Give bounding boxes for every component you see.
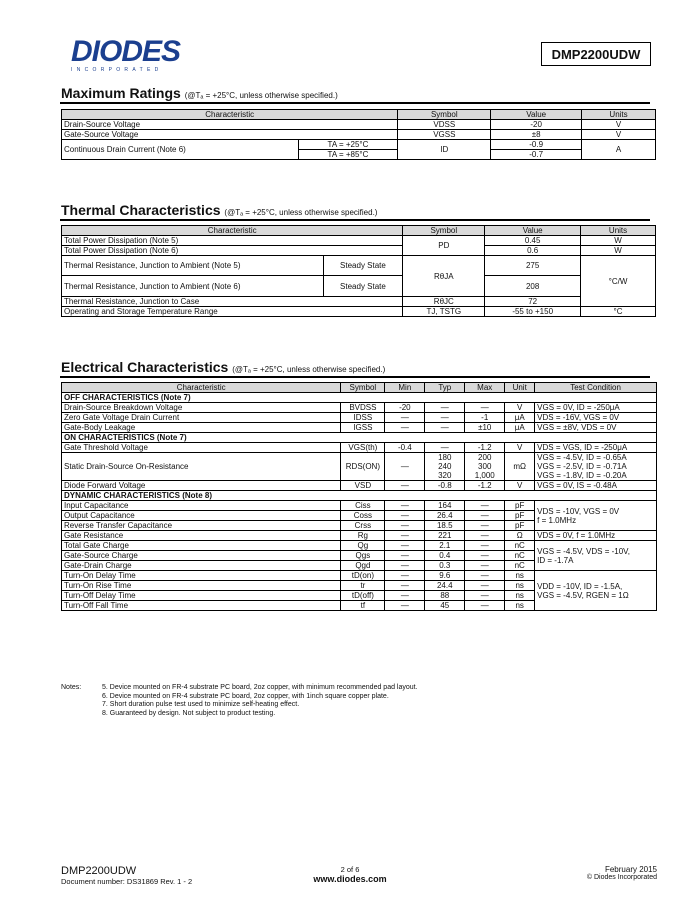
cell: — xyxy=(465,561,505,571)
table-row xyxy=(62,413,657,423)
electrical-condition: (@Tₐ = +25°C, unless otherwise specified.) xyxy=(232,365,386,374)
cell: 45 xyxy=(425,601,465,611)
cell: -1 xyxy=(465,413,505,423)
cell: 0.4 xyxy=(425,551,465,561)
cell: — xyxy=(465,541,505,551)
category-label: ON CHARACTERISTICS (Note 7) xyxy=(62,433,657,443)
cell: -1.2 xyxy=(465,481,505,491)
cell: ±10 xyxy=(465,423,505,433)
cell: 164 xyxy=(425,501,465,511)
cell: pF xyxy=(505,521,535,531)
footer-page: 2 of 6 xyxy=(340,865,360,874)
col-header: Value xyxy=(485,226,581,236)
cell: Input Capacitance xyxy=(62,501,341,511)
cell: — xyxy=(465,511,505,521)
cell: Gate-Source Charge xyxy=(62,551,341,561)
cell: — xyxy=(385,591,425,601)
cell: V xyxy=(505,403,535,413)
cell: IGSS xyxy=(341,423,385,433)
max-ratings-title xyxy=(61,85,338,101)
table-row xyxy=(62,571,657,581)
cell: mΩ xyxy=(505,453,535,481)
max-ratings-table xyxy=(61,109,656,160)
footer-date: February 2015 xyxy=(604,865,657,874)
cell: W xyxy=(581,246,656,256)
cell: — xyxy=(465,581,505,591)
note-item: 6. Device mounted on FR-4 substrate PC board, 2oz copper, with 1inch square copper plate. xyxy=(102,692,389,700)
col-header: Min xyxy=(385,383,425,393)
table-row xyxy=(62,256,656,276)
cell: Crss xyxy=(341,521,385,531)
cell: VGS(th) xyxy=(341,443,385,453)
table-row xyxy=(62,423,657,433)
cell: Steady State xyxy=(323,276,403,297)
cell: — xyxy=(465,521,505,531)
cell: 18.5 xyxy=(425,521,465,531)
cell: — xyxy=(385,521,425,531)
footer-right xyxy=(540,865,657,881)
cell: VGS = -4.5V, ID = -0.65A VGS = -2.5V, ID = -0.71A VGS = -1.8V, ID = -0.20A xyxy=(535,453,657,481)
cell: VDS = VGS, ID = -250μA xyxy=(535,443,657,453)
cell: pF xyxy=(505,501,535,511)
thermal-title xyxy=(61,202,377,218)
cell: Diode Forward Voltage xyxy=(62,481,341,491)
cell: — xyxy=(425,423,465,433)
section-rule xyxy=(60,219,650,221)
cell: Drain-Source Voltage xyxy=(62,120,398,130)
footer-part: DMP2200UDW xyxy=(61,865,137,877)
diodes-logo xyxy=(71,35,181,73)
cell: ID xyxy=(398,140,491,160)
col-header: Unit xyxy=(505,383,535,393)
cell: W xyxy=(581,236,656,246)
cell: — xyxy=(385,453,425,481)
cell: Drain-Source Breakdown Voltage xyxy=(62,403,341,413)
cell: VGS = 0V, IS = -0.48A xyxy=(535,481,657,491)
col-header: Symbol xyxy=(403,226,485,236)
cell: — xyxy=(465,601,505,611)
electrical-heading: Electrical Characteristics xyxy=(61,359,229,375)
table-row xyxy=(62,276,656,297)
cell: Zero Gate Voltage Drain Current xyxy=(62,413,341,423)
cell: Gate Resistance xyxy=(62,531,341,541)
footer-url[interactable]: www.diodes.com xyxy=(313,874,387,884)
cell: tf xyxy=(341,601,385,611)
cell: 26.4 xyxy=(425,511,465,521)
cell: tD(on) xyxy=(341,571,385,581)
cell: — xyxy=(385,561,425,571)
notes-label: Notes: xyxy=(61,684,82,691)
cell: — xyxy=(385,423,425,433)
col-header: Characteristic xyxy=(62,226,403,236)
cell: — xyxy=(465,591,505,601)
table-row xyxy=(62,481,657,491)
cell: VDS = -10V, VGS = 0V f = 1.0MHz xyxy=(535,501,657,531)
footer-doc: Document number: DS31869 Rev. 1 - 2 xyxy=(61,877,193,886)
cell: Total Power Dissipation (Note 6) xyxy=(62,246,403,256)
part-number-box: DMP2200UDW xyxy=(541,42,651,66)
cell: VDS = 0V, f = 1.0MHz xyxy=(535,531,657,541)
cell: ns xyxy=(505,571,535,581)
note-item: 5. Device mounted on FR-4 substrate PC board, 2oz copper, with minimum recommended pad layout. xyxy=(102,684,418,691)
cell: — xyxy=(465,551,505,561)
cell: tr xyxy=(341,581,385,591)
cell: 180 240 320 xyxy=(425,453,465,481)
cell: RDS(ON) xyxy=(341,453,385,481)
table-row xyxy=(62,236,656,246)
cell: V xyxy=(505,443,535,453)
section-rule xyxy=(60,376,650,378)
cell: Gate-Drain Charge xyxy=(62,561,341,571)
col-header: Characteristic xyxy=(62,110,398,120)
thermal-heading: Thermal Characteristics xyxy=(61,202,221,218)
cell: VDSS xyxy=(398,120,491,130)
col-header: Units xyxy=(582,110,656,120)
section-rule xyxy=(60,102,650,104)
cell: tD(off) xyxy=(341,591,385,601)
table-row xyxy=(62,453,657,481)
cell: Gate-Body Leakage xyxy=(62,423,341,433)
cell: V xyxy=(582,130,656,140)
cell: Coss xyxy=(341,511,385,521)
cell: TJ, TSTG xyxy=(403,307,485,317)
cell: 200 300 1,000 xyxy=(465,453,505,481)
cell: Turn-On Delay Time xyxy=(62,571,341,581)
cell: Reverse Transfer Capacitance xyxy=(62,521,341,531)
cell: V xyxy=(505,481,535,491)
table-row xyxy=(62,130,656,140)
cell: 0.45 xyxy=(485,236,581,246)
cell: -1.2 xyxy=(465,443,505,453)
cell: Turn-Off Fall Time xyxy=(62,601,341,611)
cell: Turn-Off Delay Time xyxy=(62,591,341,601)
cell: 2.1 xyxy=(425,541,465,551)
cell: -0.4 xyxy=(385,443,425,453)
cell: Total Gate Charge xyxy=(62,541,341,551)
cell: RθJC xyxy=(403,297,485,307)
cell: -0.9 xyxy=(491,140,582,150)
cell: TA = +25°C xyxy=(298,140,398,150)
cell: — xyxy=(385,541,425,551)
cell: 275 xyxy=(485,256,581,276)
cell: Output Capacitance xyxy=(62,511,341,521)
cell: — xyxy=(385,571,425,581)
cell: pF xyxy=(505,511,535,521)
col-header: Symbol xyxy=(398,110,491,120)
cell: nC xyxy=(505,561,535,571)
cell: nC xyxy=(505,551,535,561)
cell: — xyxy=(465,571,505,581)
cell: μA xyxy=(505,413,535,423)
cell: Ω xyxy=(505,531,535,541)
cell: °C xyxy=(581,307,656,317)
cell: — xyxy=(425,413,465,423)
cell: — xyxy=(385,581,425,591)
cell: Gate-Source Voltage xyxy=(62,130,398,140)
cell: — xyxy=(385,501,425,511)
cell: nC xyxy=(505,541,535,551)
cell: — xyxy=(385,481,425,491)
cell: — xyxy=(465,531,505,541)
cell: Qgd xyxy=(341,561,385,571)
cell: ns xyxy=(505,591,535,601)
cell: Thermal Resistance, Junction to Ambient (Note 5) xyxy=(62,256,324,276)
category-label: OFF CHARACTERISTICS (Note 7) xyxy=(62,393,657,403)
table-row xyxy=(62,246,656,256)
cell: VGS = 0V, ID = -250μA xyxy=(535,403,657,413)
table-row xyxy=(62,297,656,307)
cell: Qgs xyxy=(341,551,385,561)
footer-center xyxy=(300,865,400,884)
cell: ns xyxy=(505,601,535,611)
cell: Continuous Drain Current (Note 6) xyxy=(62,140,299,160)
electrical-title xyxy=(61,359,385,375)
cell: RθJA xyxy=(403,256,485,297)
note-item: 8. Guaranteed by design. Not subject to product testing. xyxy=(102,709,276,717)
cell: Operating and Storage Temperature Range xyxy=(62,307,403,317)
cell: — xyxy=(385,413,425,423)
cell: -55 to +150 xyxy=(485,307,581,317)
table-row xyxy=(62,531,657,541)
table-row xyxy=(62,403,657,413)
table-row xyxy=(62,140,656,150)
col-header: Test Condition xyxy=(535,383,657,393)
table-row xyxy=(62,541,657,551)
table-row xyxy=(62,120,656,130)
cell: VSD xyxy=(341,481,385,491)
footer-left xyxy=(61,865,192,886)
cell: Qg xyxy=(341,541,385,551)
cell: 0.6 xyxy=(485,246,581,256)
note-item: 7. Short duration pulse test used to minimize self-heating effect. xyxy=(102,701,300,708)
cell: — xyxy=(465,403,505,413)
max-ratings-heading: Maximum Ratings xyxy=(61,85,181,101)
logo-subtext: INCORPORATED xyxy=(71,67,163,73)
col-header: Symbol xyxy=(341,383,385,393)
cell: 221 xyxy=(425,531,465,541)
cell: — xyxy=(465,501,505,511)
cell: Steady State xyxy=(323,256,403,276)
cell: 0.3 xyxy=(425,561,465,571)
category-row xyxy=(62,393,657,403)
cell: 9.6 xyxy=(425,571,465,581)
footer-copyright: © Diodes Incorporated xyxy=(586,874,657,881)
cell: Static Drain-Source On-Resistance xyxy=(62,453,341,481)
cell: TA = +85°C xyxy=(298,150,398,160)
col-header: Characteristic xyxy=(62,383,341,393)
cell: Ciss xyxy=(341,501,385,511)
table-row xyxy=(62,307,656,317)
cell: — xyxy=(385,511,425,521)
col-header: Typ xyxy=(425,383,465,393)
thermal-condition: (@Tₐ = +25°C, unless otherwise specified.) xyxy=(224,208,378,217)
cell: V xyxy=(582,120,656,130)
cell: 88 xyxy=(425,591,465,601)
cell: VGS = -4.5V, VDS = -10V, ID = -1.7A xyxy=(535,541,657,571)
cell: VDD = -10V, ID = -1.5A, VGS = -4.5V, RGEN = 1Ω xyxy=(535,571,657,611)
cell: — xyxy=(385,551,425,561)
cell: 72 xyxy=(485,297,581,307)
col-header: Units xyxy=(581,226,656,236)
cell: VGSS xyxy=(398,130,491,140)
cell: Thermal Resistance, Junction to Case xyxy=(62,297,403,307)
cell: Turn-On Rise Time xyxy=(62,581,341,591)
category-row xyxy=(62,491,657,501)
cell: — xyxy=(385,531,425,541)
cell: -20 xyxy=(385,403,425,413)
table-row xyxy=(62,443,657,453)
max-ratings-condition: (@Tₐ = +25°C, unless otherwise specified.) xyxy=(184,91,338,100)
cell: Thermal Resistance, Junction to Ambient (Note 6) xyxy=(62,276,324,297)
electrical-table xyxy=(61,382,657,611)
table-row xyxy=(62,501,657,511)
cell: VGS = ±8V, VDS = 0V xyxy=(535,423,657,433)
cell: Rg xyxy=(341,531,385,541)
cell: μA xyxy=(505,423,535,433)
cell: -0.7 xyxy=(491,150,582,160)
cell: VDS = -16V, VGS = 0V xyxy=(535,413,657,423)
logo-text: DIODES xyxy=(71,35,181,68)
cell: °C/W xyxy=(581,256,656,307)
cell: IDSS xyxy=(341,413,385,423)
col-header: Max xyxy=(465,383,505,393)
cell: BVDSS xyxy=(341,403,385,413)
cell: ±8 xyxy=(491,130,582,140)
cell: — xyxy=(385,601,425,611)
category-label: DYNAMIC CHARACTERISTICS (Note 8) xyxy=(62,491,657,501)
category-row xyxy=(62,433,657,443)
col-header: Value xyxy=(491,110,582,120)
cell: 208 xyxy=(485,276,581,297)
cell: -20 xyxy=(491,120,582,130)
thermal-table xyxy=(61,225,656,317)
cell: -0.8 xyxy=(425,481,465,491)
cell: 24.4 xyxy=(425,581,465,591)
cell: — xyxy=(425,443,465,453)
cell: A xyxy=(582,140,656,160)
cell: Total Power Dissipation (Note 5) xyxy=(62,236,403,246)
cell: — xyxy=(425,403,465,413)
cell: ns xyxy=(505,581,535,591)
cell: PD xyxy=(403,236,485,256)
cell: Gate Threshold Voltage xyxy=(62,443,341,453)
